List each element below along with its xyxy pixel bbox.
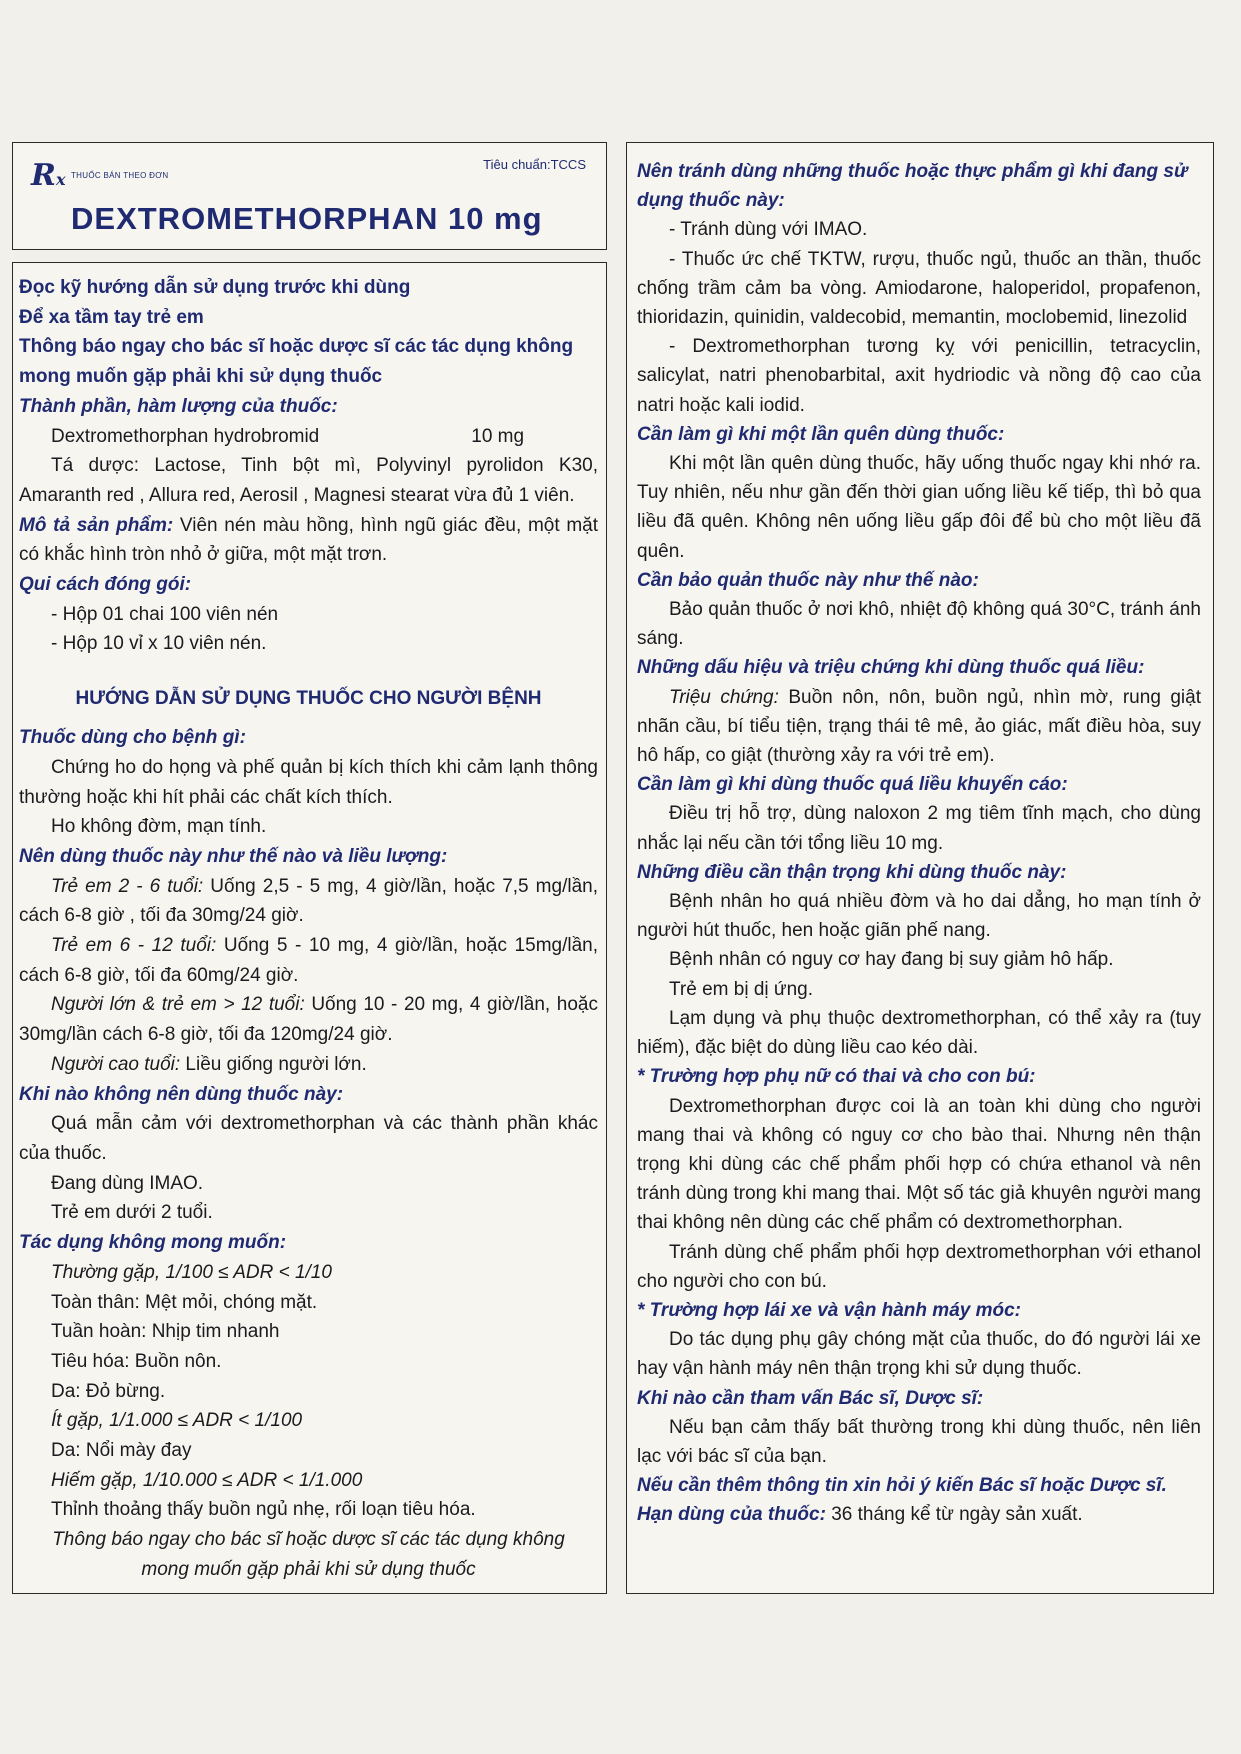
adr-frequency-common: Thường gặp, 1/100 ≤ ADR < 1/10 — [51, 1261, 332, 1283]
right-column — [626, 142, 1214, 1594]
active-ingredient-dose: 10 mg — [471, 425, 525, 447]
driving-text: Do tác dụng phụ gây chóng mặt của thuốc, do đó người lái xe hay vận hành máy nên thận trọng khi sử dụng thuốc. — [637, 1329, 1201, 1380]
expiry — [637, 1500, 1201, 1529]
expiry-text: 36 tháng kể từ ngày sản xuất. — [825, 1504, 1083, 1526]
packaging-heading: Qui cách đóng gói: — [19, 574, 192, 596]
pregnancy-text: Dextromethorphan được coi là an toàn khi dùng cho người mang thai và không có nguy cơ cho bào thai. Nhưng nên thận trọng khi dùng các chế phẩm phối hợp có chứa ethanol và nên tránh dùng trong khi mang thai. Một số tác giả khuyên người mang thai không nên dùng các chế phẩm có dextromethorphan. — [637, 1095, 1201, 1234]
expiry-heading: Hạn dùng của thuốc: — [637, 1504, 826, 1526]
overdose-label: Triệu chứng: — [669, 686, 779, 708]
active-ingredient-name: Dextromethorphan hydrobromid — [51, 425, 320, 447]
dosage-text: Uống 10 - 20 mg, 4 giờ/lần, hoặc 30mg/lần cách 6-8 giờ, tối đa 120mg/24 giờ. — [19, 994, 598, 1046]
dosage-item — [19, 990, 598, 1049]
standard-label: Tiêu chuẩn:TCCS — [483, 157, 586, 172]
dosage-text: Uống 5 - 10 mg, 4 giờ/lần, hoặc 15mg/lần, cách 6-8 giờ, tối đa 60mg/24 giờ. — [19, 935, 598, 986]
dosage-item — [19, 1050, 598, 1080]
description-heading: Mô tả sản phẩm: — [19, 514, 174, 536]
dosage-label: Trẻ em 2 - 6 tuổi: — [51, 875, 204, 897]
adr-item: Thỉnh thoảng thấy buồn ngủ nhẹ, rối loạn tiêu hóa. — [51, 1499, 476, 1521]
contraindication-item: Quá mẫn cảm với dextromethorphan và các thành phần khác của thuốc. — [19, 1113, 598, 1164]
contraindication-item: Đang dùng IMAO. — [51, 1172, 204, 1194]
dosage-label: Người cao tuổi: — [51, 1053, 181, 1075]
overdose-text: Buồn nôn, nôn, buồn ngủ, nhìn mờ, rung giật nhãn cầu, bí tiểu tiện, trạng thái tê mê, ảo giác, mất điều hòa, suy hô hấp, co giật (thường xảy ra với trẻ em). — [637, 686, 1202, 767]
indications-heading: Thuốc dùng cho bệnh gì: — [19, 727, 246, 749]
dosage-item — [19, 872, 598, 931]
overdose-symptoms — [637, 683, 1201, 771]
dosage-label: Trẻ em 6 - 12 tuổi: — [51, 935, 217, 957]
description-text: Viên nén màu hồng, hình ngũ giác đều, một mặt có khắc hình tròn nhỏ ở giữa, một mặt trơn. — [19, 514, 598, 566]
dosage-text: Uống 2,5 - 5 mg, 4 giờ/lần, hoặc 7,5 mg/lần, cách 6-8 giờ , tối đa 30mg/24 giờ. — [19, 875, 598, 927]
prescription-label: THUỐC BÁN THEO ĐƠN — [71, 171, 169, 180]
adr-item: Toàn thân: Mệt mỏi, chóng mặt. — [51, 1291, 318, 1313]
overdose-heading: Những dấu hiệu và triệu chứng khi dùng thuốc quá liều: — [637, 657, 1145, 679]
adr-notice: Thông báo ngay cho bác sĩ hoặc dược sĩ các tác dụng không mong muốn gặp phải khi sử dụng thuốc — [52, 1529, 565, 1580]
storage-text: Bảo quản thuốc ở nơi khô, nhiệt độ không quá 30°C, tránh ánh sáng. — [637, 599, 1201, 650]
interaction-item: - Tránh dùng với IMAO. — [669, 219, 868, 241]
packaging-item: - Hộp 01 chai 100 viên nén — [51, 603, 279, 625]
adr-item: Tiêu hóa: Buồn nôn. — [51, 1350, 222, 1372]
more-info-note: Nếu cần thêm thông tin xin hỏi ý kiến Bác sĩ hoặc Dược sĩ. — [637, 1475, 1167, 1497]
consult-heading: Khi nào cần tham vấn Bác sĩ, Dược sĩ: — [637, 1387, 984, 1409]
pregnancy-text: Tránh dùng chế phẩm phối hợp dextromethorphan với ethanol cho người cho con bú. — [637, 1241, 1201, 1292]
adr-frequency-rare: Hiếm gặp, 1/10.000 ≤ ADR < 1/1.000 — [51, 1469, 363, 1491]
precaution-item: Bệnh nhân có nguy cơ hay đang bị suy giảm hô hấp. — [669, 949, 1114, 971]
left-column — [12, 262, 607, 1594]
adr-item: Tuần hoàn: Nhịp tim nhanh — [51, 1321, 280, 1343]
precaution-item: Bệnh nhân ho quá nhiều đờm và ho dai dẳng, ho mạn tính ở người hút thuốc, hen hoặc giãn phế nang. — [637, 891, 1201, 942]
rx-symbol: Rx — [31, 158, 66, 193]
composition-heading: Thành phần, hàm lượng của thuốc: — [19, 395, 338, 417]
storage-heading: Cần bảo quản thuốc này như thế nào: — [637, 569, 979, 591]
header-box — [12, 142, 607, 250]
adr-item: Da: Nổi mày đay — [51, 1440, 192, 1462]
dosage-item — [19, 931, 598, 990]
drug-title: DEXTROMETHORPHAN 10 mg — [71, 201, 543, 236]
consult-text: Nếu bạn cảm thấy bất thường trong khi dùng thuốc, nên liên lạc với bác sĩ của bạn. — [637, 1416, 1201, 1467]
precaution-item: Trẻ em bị dị ứng. — [669, 978, 814, 1000]
dosage-text: Liều giống người lớn. — [180, 1053, 367, 1075]
interactions-heading: Nên tránh dùng những thuốc hoặc thực phẩm gì khi đang sử dụng thuốc này: — [637, 161, 1188, 212]
precautions-heading: Những điều cần thận trọng khi dùng thuốc này: — [637, 861, 1067, 883]
interaction-item: - Dextromethorphan tương kỵ với penicillin, tetracyclin, salicylat, natri phenobarbital, axit hydriodic và nồng độ cao của natri hoặc kali iodid. — [637, 336, 1201, 416]
adverse-effects-heading: Tác dụng không mong muốn: — [19, 1232, 287, 1254]
dosage-label: Người lớn & trẻ em > 12 tuổi: — [51, 994, 305, 1016]
driving-heading: * Trường hợp lái xe và vận hành máy móc: — [637, 1299, 1021, 1321]
warning-keep-away: Để xa tầm tay trẻ em — [19, 306, 204, 328]
description — [19, 511, 598, 570]
warning-read-instructions: Đọc kỹ hướng dẫn sử dụng trước khi dùng — [19, 277, 411, 298]
overdose-action-heading: Cần làm gì khi dùng thuốc quá liều khuyến cáo: — [637, 774, 1068, 796]
missed-dose-heading: Cần làm gì khi một lần quên dùng thuốc: — [637, 423, 1005, 445]
excipients: Tá dược: Lactose, Tinh bột mì, Polyvinyl pyrolidon K30, Amaranth red , Allura red, Aerosil , Magnesi stearat vừa đủ 1 viên. — [19, 455, 598, 506]
warning-report-adr: Thông báo ngay cho bác sĩ hoặc dược sĩ các tác dụng không mong muốn gặp phải khi sử dụng thuốc — [19, 336, 574, 388]
patient-guide-heading: HƯỚNG DẪN SỬ DỤNG THUỐC CHO NGƯỜI BỆNH — [75, 688, 542, 710]
active-ingredient — [19, 422, 598, 452]
missed-dose-text: Khi một lần quên dùng thuốc, hãy uống thuốc ngay khi nhớ ra. Tuy nhiên, nếu như gần đến thời gian uống liều kế tiếp, thì bỏ qua liều đã quên. Không nên uống liều gấp đôi để bù cho một liều đã quên. — [637, 453, 1201, 562]
pregnancy-heading: * Trường hợp phụ nữ có thai và cho con bú: — [637, 1066, 1036, 1088]
precaution-item: Lạm dụng và phụ thuộc dextromethorphan, có thể xảy ra (tuy hiếm), đặc biệt do dùng liều cao kéo dài. — [637, 1007, 1201, 1059]
adr-frequency-uncommon: Ít gặp, 1/1.000 ≤ ADR < 1/100 — [51, 1410, 303, 1432]
packaging-item: - Hộp 10 vỉ x 10 viên nén. — [51, 633, 267, 655]
indication-text: Ho không đờm, mạn tính. — [51, 816, 267, 838]
interaction-item: - Thuốc ức chế TKTW, rượu, thuốc ngủ, thuốc an thần, thuốc chống trầm cảm ba vòng. Amiodarone, haloperidol, propafenon, thioridazin, quinidin, valdecobid, memantin, moclobemid, linezolid — [637, 248, 1201, 329]
dosage-heading: Nên dùng thuốc này như thế nào và liều lượng: — [19, 845, 448, 867]
overdose-action-text: Điều trị hỗ trợ, dùng naloxon 2 mg tiêm tĩnh mạch, cho dùng nhắc lại nếu cần tới tổng liều 10 mg. — [637, 803, 1201, 854]
contraindications-heading: Khi nào không nên dùng thuốc này: — [19, 1083, 344, 1105]
contraindication-item: Trẻ em dưới 2 tuổi. — [51, 1202, 213, 1224]
adr-item: Da: Đỏ bừng. — [51, 1380, 166, 1402]
indication-text: Chứng ho do họng và phế quản bị kích thích khi cảm lạnh thông thường hoặc khi hít phải các chất kích thích. — [19, 756, 598, 808]
